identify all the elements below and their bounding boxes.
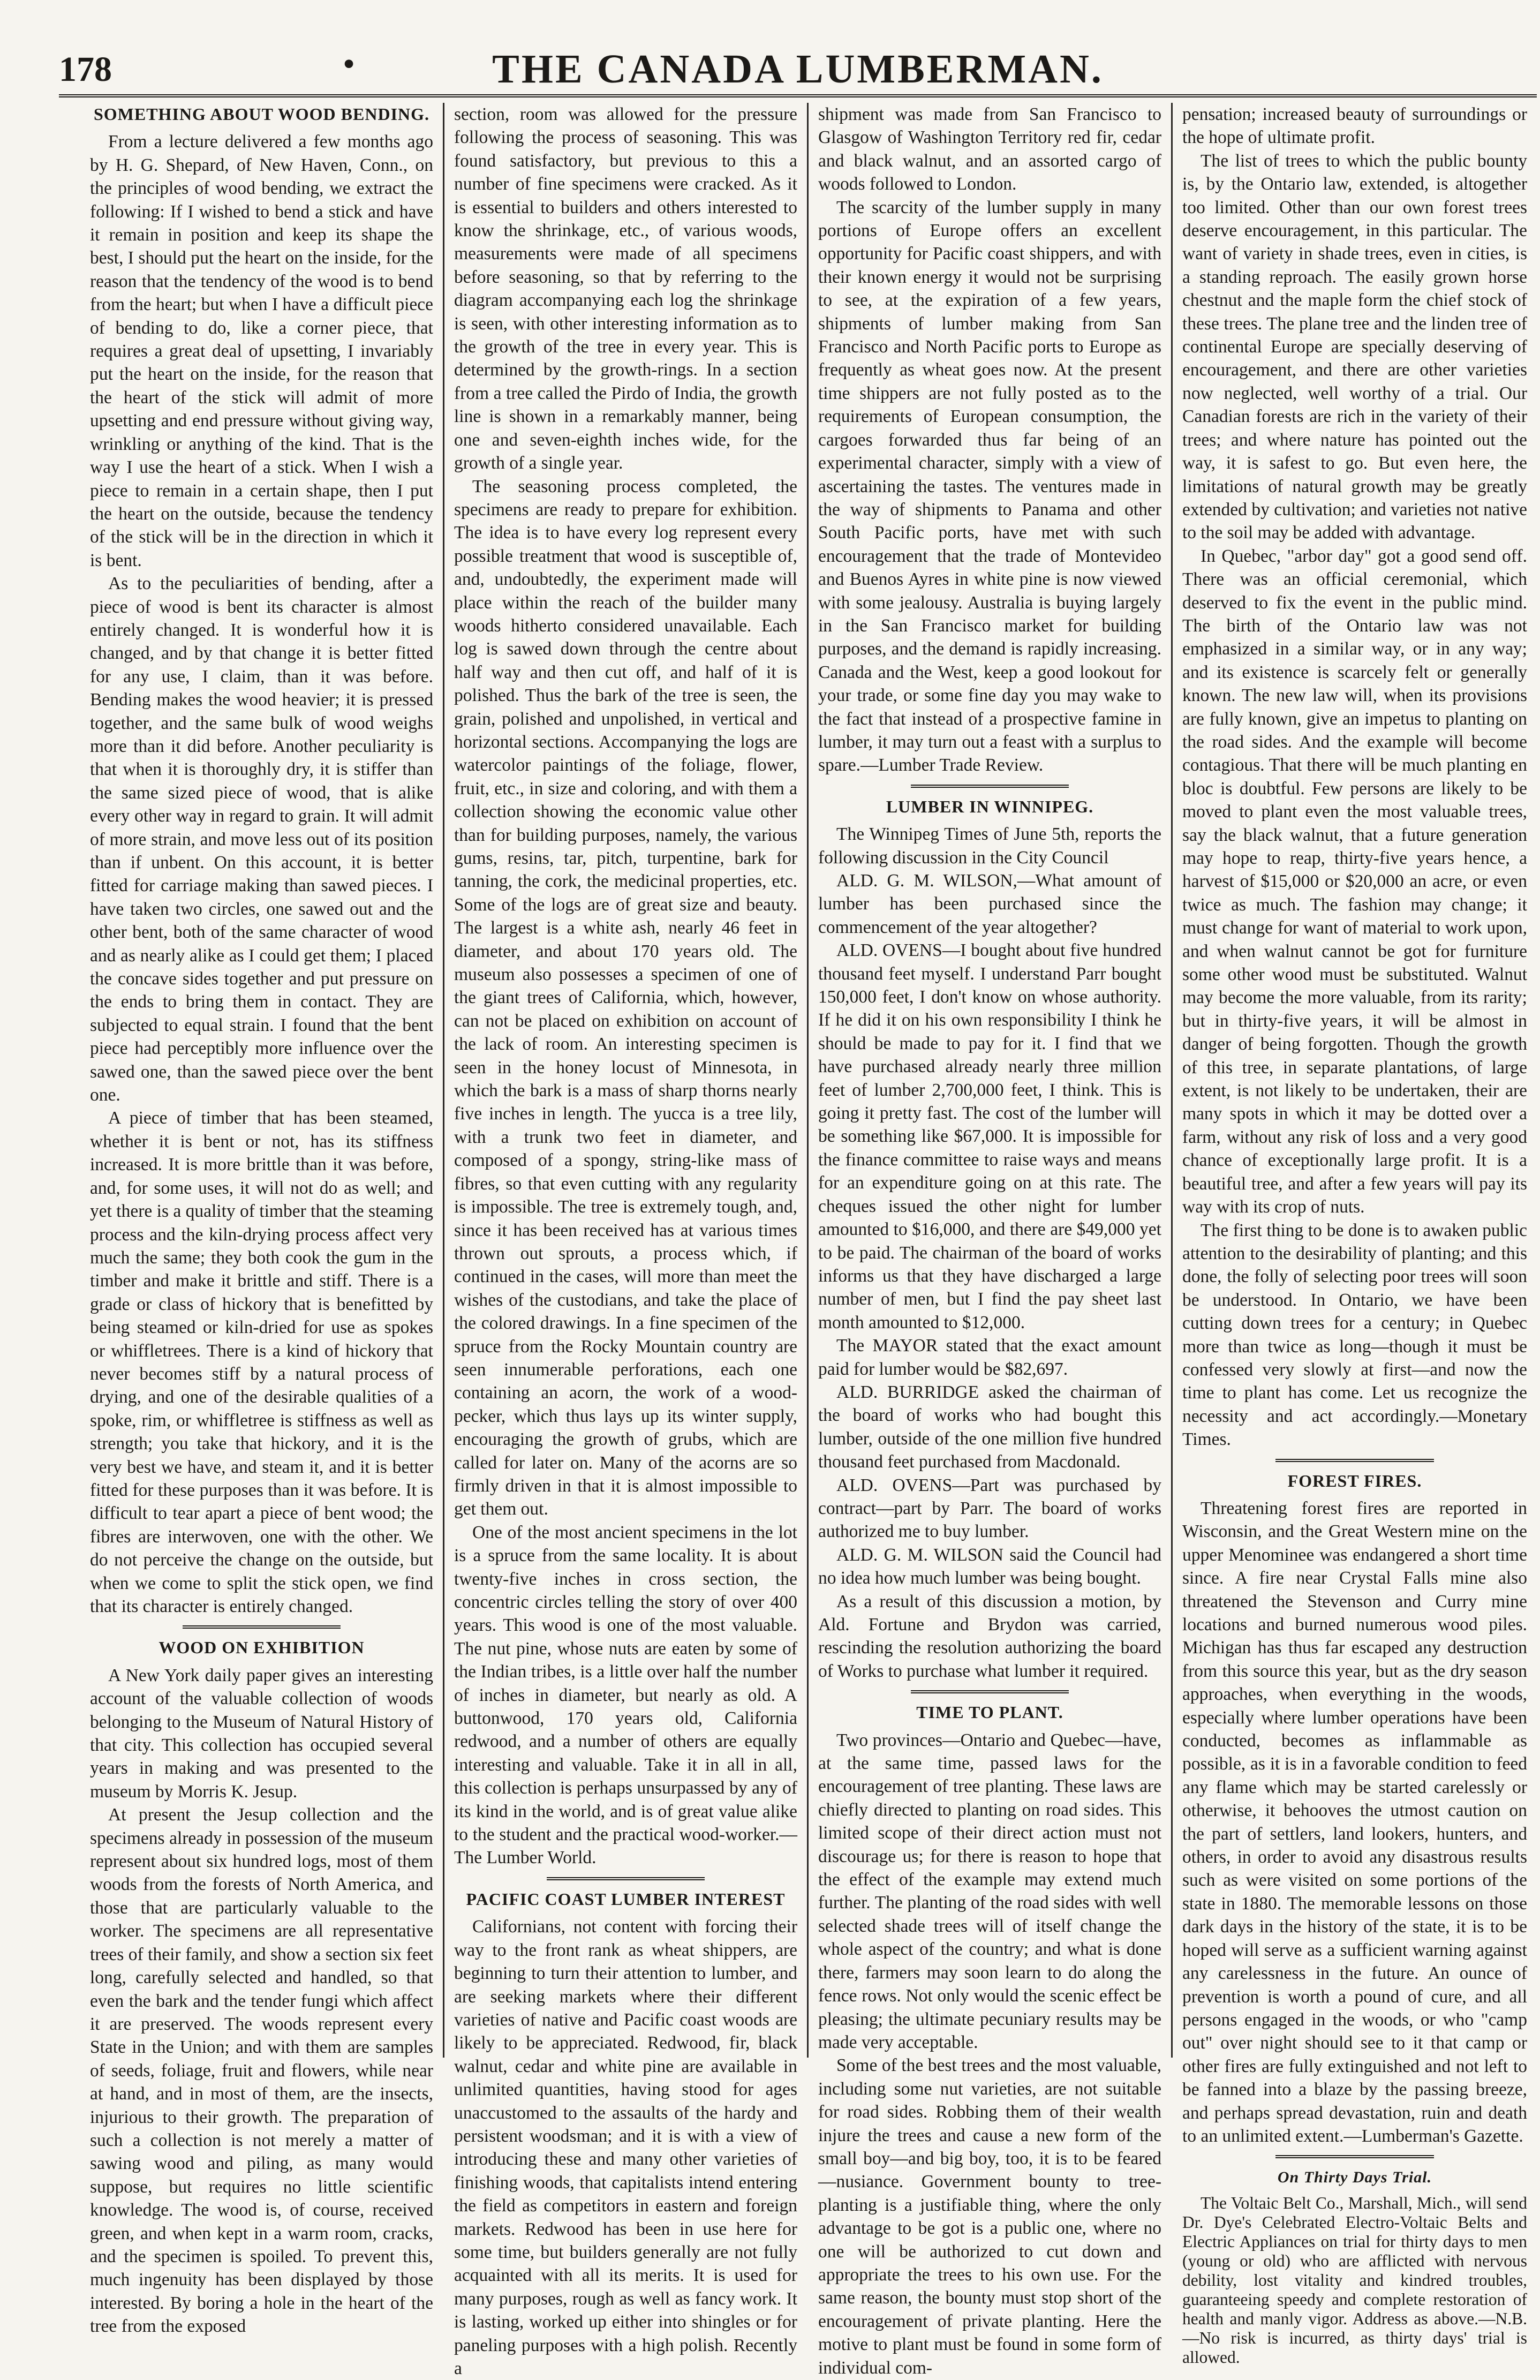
article-paragraph: From a lecture delivered a few months ago by H. G. Shepard, of New Haven, Conn., on the principles of wood bending, we extract the following: If I wished to bend a stick and have it remain in position and keep its shape the best, I should put the heart on the inside, for the reason that the tendency of the wood is to bend from the heart; but when I have a difficult piece of bending to do, like a corner piece, that requires a great deal of upsetting, I invariably put the heart on the inside, for the reason that the heart of the stick will admit of more upsetting and end pressure without giving way, wrinkling or anything of the kind. That is the way I use the heart of a stick. When I wish a piece to remain in a certain shape, then I put the heart on the outside, because the tendency of the stick will be in the direction in which it is bent. xyxy=(90,132,433,570)
article-paragraph: ALD. OVENS—Part was purchased by contract—part by Parr. The board of works authorized me to buy lumber. xyxy=(818,1475,1161,1542)
article-heading-forest-fires: FOREST FIRES. xyxy=(1287,1471,1422,1490)
column-2 xyxy=(444,103,809,2378)
masthead-dot: • xyxy=(343,44,356,84)
article-paragraph: The scarcity of the lumber supply in many portions of Europe offers an excellent opportunity for Pacific coast shippers, and with their known energy it would not be surprising to see, at the expiration of a few years, shipments of lumber making from San Francisco and North Pacific ports to Europe as frequently as wheat goes now. At the present time shippers are not fully posted as to the requirements of European consumption, the cargoes forwarded thus far being of an experimental character, simply with a view of ascertaining the tastes. The ventures made in the way of shipments to Panama and other South Pacific ports, have met with such encouragement that the trade of Montevideo and Buenos Ayres in white pine is now viewed with some jealousy. Australia is buying largely in the San Francisco market for building purposes, and the demand is rapidly increasing. Canada and the West, keep a good lookout for your trade, or some fine day you may wake to the fact that instead of a prospective famine in lumber, it may turn out a feast with a surplus to spare.—Lumber Trade Review. xyxy=(818,197,1161,775)
article-heading-wood-on-exhibition: WOOD ON EXHIBITION xyxy=(158,1638,365,1658)
page-number: 178 xyxy=(59,50,112,89)
article-heading-wood-bending: SOMETHING ABOUT WOOD BENDING. xyxy=(93,104,430,124)
article-paragraph: The seasoning process completed, the specimens are ready to prepare for exhibition. The idea is to have every log represent every possible treatment that wood is susceptible of, and, undoubtedly, the experiment made will place within the reach of the builder many woods hitherto considered unavailable. Each log is sawed down through the centre about half way and then cut off, and half of it is polished. Thus the bark of the tree is seen, the grain, polished and unpolished, in vertical and horizontal sections. Accompanying the logs are watercolor paintings of the foliage, flower, fruit, etc., in size and coloring, and with them a collection showing the economic value other than for building purposes, namely, the various gums, resins, tar, pitch, turpentine, bark for tanning, the cork, the medicinal properties, etc. Some of the logs are of great size and beauty. The largest is a white ash, nearly 46 feet in diameter, and about 170 years old. The museum also possesses a specimen of one of the giant trees of California, which, however, can not be placed on exhibition on account of the lack of room. An interesting specimen is seen in the honey locust of Minnesota, in which the bark is a mass of sharp thorns nearly five inches in length. The yucca is a tree lily, with a trunk two feet in diameter, and composed of a spongy, string-like mass of fibres, so that even cutting with any regularity is impossible. The tree is extremely tough, and, since it has been received has at various times thrown out sprouts, a process which, if continued in the cases, will more than meet the wishes of the custodians, and take the place of the colored drawings. In a fine specimen of the spruce from the Rocky Mountain country are seen innumerable perforations, each one containing an acorn, the work of a wood-pecker, which thus lays up its winter supply, encouraging the growth of grubs, which are called for later on. Many of the acorns are so firmly driven in that it is almost impossible to get them out. xyxy=(454,476,797,1519)
section-divider xyxy=(911,1690,1069,1693)
article-paragraph: The Winnipeg Times of June 5th, reports the following discussion in the City Council xyxy=(818,824,1161,868)
column-4 xyxy=(1173,103,1537,2367)
article-paragraph: ALD. G. M. WILSON said the Council had no idea how much lumber was being bought. xyxy=(818,1545,1161,1588)
article-columns xyxy=(80,103,1537,2378)
section-divider xyxy=(183,1625,341,1629)
article-heading-time-to-plant: TIME TO PLANT. xyxy=(916,1703,1063,1722)
column-1 xyxy=(80,103,444,2337)
article-paragraph: As a result of this discussion a motion, by Ald. Fortune and Brydon was carried, rescinding the resolution authorizing the board of Works to purchase what lumber it required. xyxy=(818,1591,1161,1681)
section-divider xyxy=(1275,2155,1434,2158)
article-paragraph: At present the Jesup collection and the specimens already in possession of the museum represent about six hundred logs, most of them woods from the forests of North America, and those that are particularly valuable to the worker. The specimens are all representative trees of their family, and show a section six feet long, carefully selected and handled, so that even the bark and the tender fungi which affect it are preserved. The woods represent every State in the Union; and with them are samples of seeds, foliage, fruit and flowers, while near at hand, and in most of them, are the insects, injurious to their growth. The preparation of such a collection is not merely a matter of sawing wood and piling, as many would suppose, but requires no little scientific knowledge. The wood is, of course, received green, and when kept in a warm room, cracks, and the specimen is spoiled. To prevent this, much ingenuity has been displayed by those interested. By boring a hole in the heart of the tree from the exposed xyxy=(90,1805,433,2337)
article-paragraph: section, room was allowed for the pressure following the process of seasoning. This was found satisfactory, but previous to this a number of fine specimens were cracked. As it is essential to builders and others interested to know the shrinkage, etc., of various woods, measurements were made of all specimens before seasoning, so that by referring to the diagram accompanying each log the shrinkage is seen, with other interesting information as to the growth of the tree in every year. This is determined by the growth-rings. In a section from a tree called the Pirdo of India, the growth line is shown in a remarkably manner, being one and seven-eighth inches wide, for the growth of a single year. xyxy=(454,104,797,473)
article-paragraph: Californians, not content with forcing their way to the front rank as wheat shippers, are beginning to turn their attention to lumber, and are seeking markets where their different varieties of native and Pacific coast woods are likely to be appreciated. Redwood, fir, black walnut, cedar and white pine are available in unlimited quantities, having stood for ages unaccustomed to the assaults of the hardy and persistent woodsman; and it is with a view of introducing these and many other varieties of finishing woods, that capitalists intend entering the field as competitors in eastern and foreign markets. Redwood has been in use here for some time, but builders generally are not fully acquainted with all its merits. It is used for many purposes, rough as well as fancy work. It is lasting, worked up either into shingles or for paneling purposes with a high polish. Recently a xyxy=(454,1917,797,2378)
article-paragraph: shipment was made from San Francisco to Glasgow of Washington Territory red fir, cedar and black walnut, and an assorted cargo of woods followed to London. xyxy=(818,104,1161,194)
article-paragraph: A New York daily paper gives an interesting account of the valuable collection of woods belonging to the Museum of Natural History of that city. This collection has occupied several years in making and was presented to the museum by Morris K. Jesup. xyxy=(90,1665,433,1802)
section-divider xyxy=(911,785,1069,788)
newspaper-title: THE CANADA LUMBERMAN. xyxy=(492,47,1104,92)
article-paragraph: The list of trees to which the public bounty is, by the Ontario law, extended, is altogether too limited. Other than our own forest trees deserve encouragement, in this particular. The want of variety in shade trees, even in cities, is a standing reproach. The easily grown horse chestnut and the maple form the chief stock of these trees. The plane tree and the linden tree of continental Europe are specially deserving of encouragement, and there are other varieties now neglected, well worthy of a trial. Our Canadian forests are rich in the variety of their trees; and where nature has pointed out the way, it is safest to go. But even here, the limitations of natural growth may be greatly extended by cultivation; and varieties not native to the soil may be added with advantage. xyxy=(1182,150,1527,543)
column-3 xyxy=(809,103,1173,2378)
article-heading-pacific-coast: PACIFIC COAST LUMBER INTEREST xyxy=(466,1889,786,1909)
article-paragraph: A piece of timber that has been steamed, whether it is bent or not, has its stiffness increased. It is more brittle than it was before, and, for some uses, it will not do as well; and yet there is a quality of timber that the steaming process and the kiln-drying process affect very much the same; they both cook the gum in the timber and make it brittle and stiff. There is a grade or class of hickory that is benefitted by being steamed or kiln-dried for use as spokes or whiffletrees. There is a kind of hickory that never becomes stiff by a natural process of drying, and one of the desirable qualities of a spoke, rim, or whiffletree is stiffness as well as strength; you take that hickory, and it is the very best we have, and steam it, and it is better fitted for these purposes than it was before. It is difficult to tear apart a piece of bent wood; the fibres are interwoven, one with the other. We do not perceive the change on the outside, but when we come to split the stick open, we find that its character is entirely changed. xyxy=(90,1108,433,1616)
article-paragraph: Two provinces—Ontario and Quebec—have, at the same time, passed laws for the encouragement of tree planting. These laws are chiefly directed to planting on road sides. This limited scope of their direct action must not discourage us; for there is reason to hope that the effect of the example may extend much further. The planting of the road sides with well selected shade trees will of itself change the whole aspect of the country; and what is done there, farmers may soon learn to do along the fence rows. Not only would the scenic effect be pleasing; the ultimate pecuniary results may be made very acceptable. xyxy=(818,1730,1161,2052)
article-paragraph: As to the peculiarities of bending, after a piece of wood is bent its character is almost entirely changed. It is wonderful how it is changed, and by that change it is better fitted for any use, I claim, than it was before. Bending makes the wood heavier; it is pressed together, and the same bulk of wood weighs more than it did before. Another peculiarity is that when it is thoroughly dry, it is stiffer than the same sized piece of wood, that is alike every other way in regard to grain. It will admit of more strain, and move less out of its position than if unbent. On this account, it is better fitted for carriage making than sawed pieces. I have taken two circles, one sawed out and the other bent, both of the same character of wood and as nearly alike as I could get them; I placed the concave sides together and put pressure on the ends to bring them in contact. They are subjected to equal strain. I found that the bent piece had perceptibly more influence over the sawed one, than the sawed piece over the bent one. xyxy=(90,574,433,1105)
article-paragraph: One of the most ancient specimens in the lot is a spruce from the same locality. It is about twenty-five inches in cross section, the concentric circles telling the story of over 400 years. This wood is one of the most valuable. The nut pine, whose nuts are eaten by some of the Indian tribes, is a little over half the number of inches in diameter, but nearly as old. A buttonwood, 170 years old, California redwood, and a number of others are equally interesting and valuable. Take it in all in all, this collection is perhaps unsurpassed by any of its kind in the world, and is of great value alike to the student and the practical wood-worker.—The Lumber World. xyxy=(454,1522,797,1868)
advertisement-text: The Voltaic Belt Co., Marshall, Mich., will send Dr. Dye's Celebrated Electro-Voltaic Belts and Electric Appliances on trial for thirty days to men (young or old) who are afflicted with nervous debility, lost vitality and kindred troubles, guaranteeing speedy and complete restoration of health and manly vigor. Address as above.—N.B.—No risk is incurred, as thirty days' trial is allowed. xyxy=(1182,2193,1527,2367)
article-paragraph: ALD. G. M. WILSON,—What amount of lumber has been purchased since the commencement of the year altogether? xyxy=(818,871,1161,937)
section-divider xyxy=(1275,1459,1434,1462)
article-paragraph: pensation; increased beauty of surroundings or the hope of ultimate profit. xyxy=(1182,104,1527,148)
article-paragraph: ALD. OVENS—I bought about five hundred thousand feet myself. I understand Parr bought 150,000 feet, I don't know on whose authority. If he did it on his own responsibility I think he should be made to pay for it. I find that we have purchased already nearly three million feet of lumber 2,700,000 feet, I think. This is going it pretty fast. The cost of the lumber will be something like $67,000. It is impossible for the finance committee to raise ways and means for an expenditure going on at this rate. The cheques issued the other night for lumber amounted to $16,000, and there are $49,000 yet to be paid. The chairman of the board of works informs us that they have discharged a large number of men, but I find the pay sheet last month amounted to $12,000. xyxy=(818,940,1161,1332)
article-paragraph: The first thing to be done is to awaken public attention to the desirability of planting; and this done, the folly of selecting poor trees will soon be understood. In Ontario, we have been cutting down trees for a century; in Quebec more than twice as long—though it must be confessed very slowly at first—and now the time to plant has come. Let us recognize the necessity and act accordingly.—Monetary Times. xyxy=(1182,1220,1527,1450)
article-paragraph: ALD. BURRIDGE asked the chairman of the board of works who had bought this lumber, outside of the one million five hundred thousand feet purchased from Macdonald. xyxy=(818,1382,1161,1472)
article-heading-lumber-in-winnipeg: LUMBER IN WINNIPEG. xyxy=(886,796,1094,816)
article-paragraph: The MAYOR stated that the exact amount paid for lumber would be $82,697. xyxy=(818,1336,1161,1379)
advertisement-heading: On Thirty Days Trial. xyxy=(1277,2168,1432,2187)
section-divider xyxy=(547,1877,705,1880)
masthead xyxy=(59,0,1537,97)
article-paragraph: In Quebec, "arbor day" got a good send off. There was an official ceremonial, which deserved to fix the event in the public mind. The birth of the Ontario law was not emphasized in a similar way, or in any way; and its existence is scarcely felt or generally known. The new law will, when its provisions are fully known, give an impetus to planting on the road sides. And the example will become contagious. That there will be much planting en bloc is doubtful. Few persons are likely to be moved to plant even the most valuable trees, say the black walnut, that a future generation may hope to reap, thirty-five years hence, a harvest of $15,000 or $20,000 an acre, or even twice as much. The fashion may change; it must change for want of material to work upon, and when walnut cannot be got for furniture some other wood must be substituted. Walnut may become the more valuable, from its rarity; but in thirty-five years, it will be almost in danger of being forgotten. Though the growth of this tree, in separate plantations, of large extent, is not likely to be undertaken, their are many spots in which it may be dotted over a farm, without any risk of loss and a very good chance of exceptionally large profit. It is a beautiful tree, and after a few years will pay its way with its crop of nuts. xyxy=(1182,546,1527,1217)
article-paragraph: Threatening forest fires are reported in Wisconsin, and the Great Western mine on the upper Menominee was endangered a short time since. A fire near Crystal Falls mine also threatened the Stevenson and Curry mine locations and burned numerous wood piles. Michigan has thus far escaped any destruction from this source this year, but as the dry season approaches, when everything in the woods, especially where lumber operations have been conducted, becomes as inflammable as possible, as it is in a favorable condition to feed any flame which may be started carelessly or otherwise, it behooves the utmost caution on the part of settlers, land lookers, hunters, and others, in order to avoid any disastrous results such as were visited on some portions of the state in 1880. The memorable lessons on those dark days in the history of the state, it is to be hoped will serve as a sufficient warning against any carelessness in the future. An ounce of prevention is worth a pound of cure, and all persons engaged in the woods, or who "camp out" over night should see to it that camp or other fires are fully extinguished and not left to be fanned into a blaze by the passing breeze, and perhaps spread devastation, ruin and death to an unlimited extent.—Lumberman's Gazette. xyxy=(1182,1498,1527,2146)
article-paragraph: Some of the best trees and the most valuable, including some nut varieties, are not suitable for road sides. Robbing them of their wealth injure the trees and cause a new form of the small boy—and big boy, too, it is to be feared—nusiance. Government bounty to tree-planting is a justifiable thing, where the only advantage to be got is a public one, where no one will be authorized to cut down and appropriate the trees to his own use. For the same reason, the bounty must stop short of the encouragement of private planting. Here the motive to plant must be found in some form of individual com- xyxy=(818,2055,1161,2378)
